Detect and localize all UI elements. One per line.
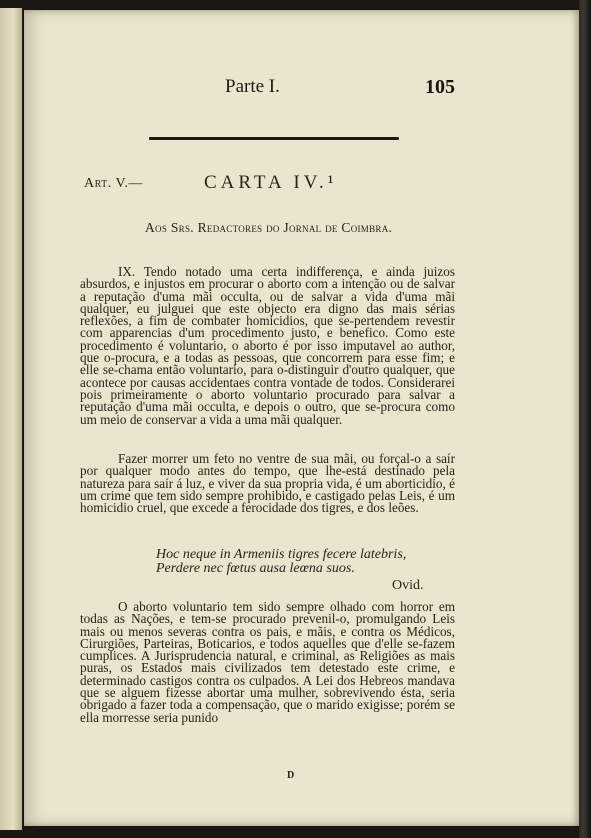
page-number: 105 <box>425 76 455 98</box>
verse-author: Ovid. <box>392 578 424 593</box>
article-label: Art. V.— <box>84 176 143 191</box>
facing-page-edge <box>0 8 22 830</box>
paragraph-1: IX. Tendo notado uma certa indifferença, e ainda juizos absurdos, e injustos em procurar o aborto com a intenção ou de salvar a reputação d'uma mãi occulta, ou de salvar a vida d'uma mãi qualquer, eu julguei que este objecto era digno das mais sérias reflexões, a fim de combater homicidios, que se-pertendem revestir com apparencias d'um procedimento justo, e benefico. Como este procedimento é voluntario, o aborto é por isso imputavel ao author, que o-procura, e a todas as pessoas, que concorrem para esse fim; e elle se-chama então voluntario, para o-distinguir d'outro qualquer, que acontece por causas accidentaes contra vontade de todos. Considerarei pois primeiramente o aborto voluntario procurado para salvar a reputação d'uma mãi occulta, e depois o outro, que se-procura como um meio de conservar a vida a uma mãi qualquer. <box>80 264 455 427</box>
verse-line-1: Hoc neque in Armeniis tigres fecere latebris, <box>156 547 407 562</box>
paragraph-2: Fazer morrer um feto no ventre de sua mãi, ou forçal-o a saír por qualquer modo antes do tempo, que lhe-está destinado pela natureza para saír á luz, e viver da sua propria vida, é um aborticidio, é um crime que tem sido sempre prohibido, e castigado pelas Leis, é um homicidio cruel, que excede a ferocidade dos tigres, e dos leões. <box>80 451 455 516</box>
signature-mark: D <box>287 770 295 781</box>
page-header <box>205 70 455 100</box>
header-rule <box>149 137 399 140</box>
book-edge <box>579 0 591 838</box>
addressee-line: Aos Srs. Redactores do Jornal de Coimbra. <box>145 220 393 235</box>
verse-line-2: Perdere nec fœtus ausa leœna suos. <box>156 561 355 576</box>
letter-title: CARTA IV.¹ <box>204 172 338 193</box>
paragraph-3: O aborto voluntario tem sido sempre olhado com horror em todas as Nações, e tem-se procurado prevenil-o, promulgando Leis mais ou menos severas contra os pais, e mãis, e contra os Médicos, Cirurgiões, Parteiras, Boticarios, e todos aquelles que d'elle se-fazem cumplices. A Jurisprudencia natural, e criminal, as Religiões as mais puras, os Estados mais civilizados tem detestado este crime, e determinado castigos contra os culpados. A Lei dos Hebreos mandava que se alguem fizesse abortar uma mulher, sobrevivendo ésta, seria obrigado a fazer toda a compensação, que o marido exigisse; porém se ella morresse seria punido <box>80 599 455 725</box>
running-head: Parte I. <box>225 76 280 97</box>
